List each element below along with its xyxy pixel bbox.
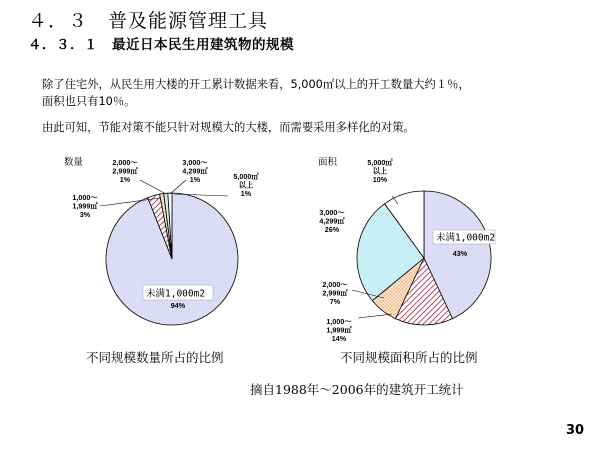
chart-2-slice-2-label: 1,000～ 1,999㎡ 14% [326,317,352,343]
chart-1-slice-1-label: 未满1,000m2 [146,288,206,300]
chart-2-slice-5-label: 5,000㎡以上 10% [367,158,393,184]
chart-1-slice-1-value: 94% [170,301,186,310]
page-subtitle: ４．３．１ 最近日本民生用建筑物的规模 [28,37,294,53]
chart-1-leader-4 [170,180,186,194]
source-note: 摘自1988年～2006年的建筑开工统计 [250,382,464,397]
chart-2-slice-4-label: 3,000～ 4,299㎡ 26% [319,208,345,234]
chart-2-axis-label: 面积 [318,157,338,168]
chart-2-slice-1-value: 43% [452,249,468,258]
chart-2-leader-2 [358,314,392,318]
chart-1-slice-5-label: 5,000㎡以上 1% [233,172,259,198]
paragraph-1-line-2: 面积也只有10％。 [42,95,136,108]
paragraph-2: 由此可知，节能对策不能只针对规模大的大楼，而需要采用多样化的对策。 [42,121,415,134]
chart-1-slice-4-label: 3,000～ 4,299㎡ 1% [182,158,208,184]
chart-1-caption: 不同规模数量所占的比例 [86,350,224,365]
page-title: ４．３ 普及能源管理工具 [28,10,269,32]
paragraph-1-line-1: 除了住宅外，从民生用大楼的开工累计数据来看，5,000㎡以上的开工数量大约１％， [42,78,470,91]
chart-1-slice-3-label: 2,000～ 2,999㎡ 1% [112,158,138,184]
chart-1-slice-2-label: 1,000～ 1,999㎡ 3% [72,193,98,219]
chart-1-axis-label: 数量 [64,157,84,168]
chart-2-caption: 不同规模面积所占的比例 [340,350,478,365]
chart-2-slice-1-label: 未满1,000m2 [436,232,496,244]
chart-2-slice-3-label: 2,000～ 2,999㎡ 7% [322,280,348,306]
page-number: 30 [566,423,585,438]
chart-1-leader-3 [140,180,166,194]
